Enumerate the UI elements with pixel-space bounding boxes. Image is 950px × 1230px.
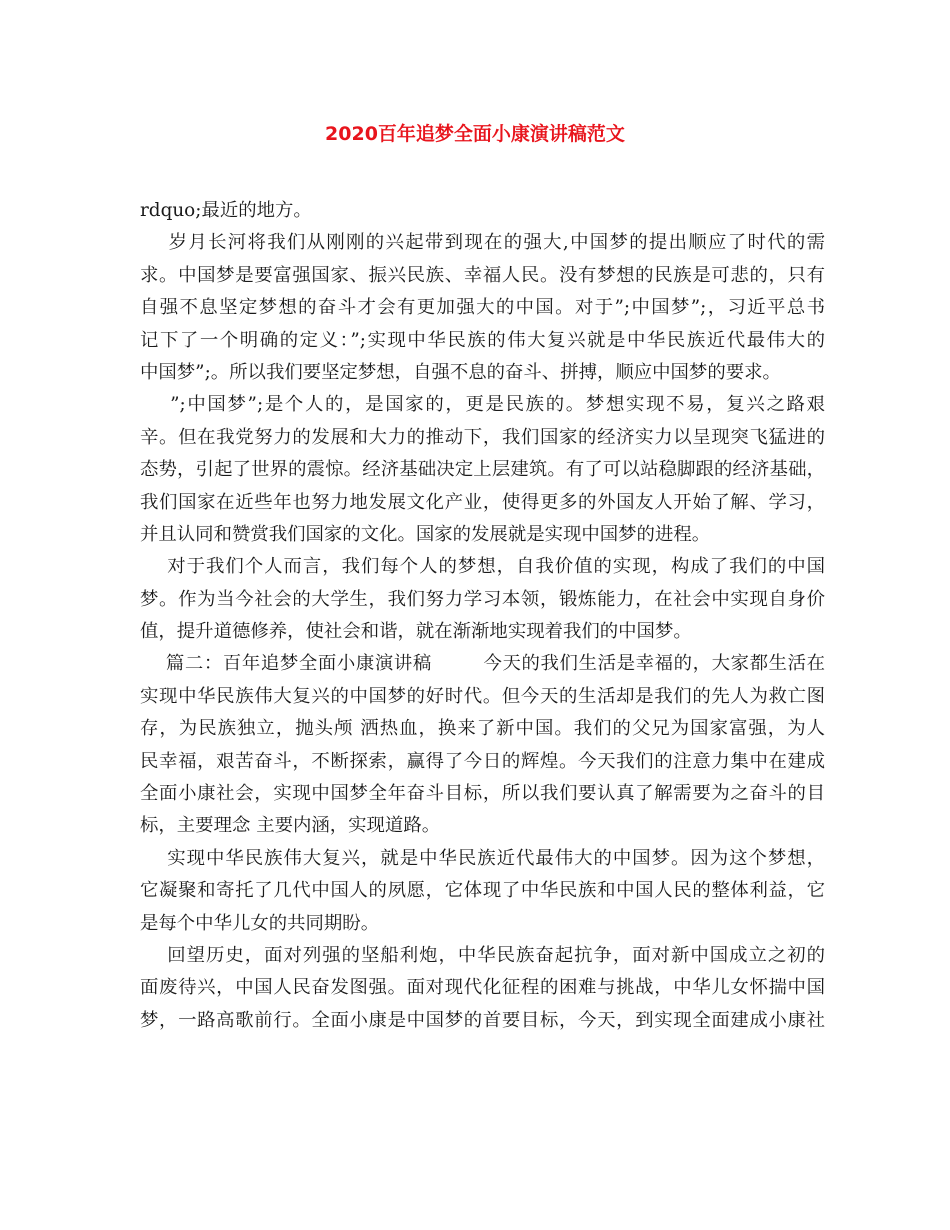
text-line: 标，主要理念 主要内涵，实现道路。	[140, 815, 441, 837]
text-line: 求。中国梦是要富强国家、振兴民族、幸福人民。没有梦想的民族是可悲的，只有	[140, 264, 825, 286]
text-line: 态势，引起了世界的震惊。经济基础决定上层建筑。有了可以站稳脚跟的经济基础，	[140, 459, 825, 481]
document-title: 2020百年追梦全面小康演讲稿范文	[325, 123, 625, 145]
text-line: 自强不息坚定梦想的奋斗才会有更加强大的中国。对于”;中国梦”;，习近平总书	[140, 297, 825, 319]
text-line: 全面小康社会，实现中国梦全年奋斗目标，所以我们要认真了解需要为之奋斗的目	[140, 783, 825, 805]
text-line: ”;中国梦”;是个人的，是国家的，更是民族的。梦想实现不易，复兴之路艰	[140, 394, 825, 416]
text-line: 存，为民族独立，抛头颅 洒热血，换来了新中国。我们的父兄为国家富强，为人	[140, 718, 825, 740]
text-line: 是每个中华儿女的共同期盼。	[140, 912, 380, 934]
text-line: 中国梦”;。所以我们要坚定梦想，自强不息的奋斗、拼搏，顺应中国梦的要求。	[140, 361, 781, 383]
text-line: 对于我们个人而言，我们每个人的梦想，自我价值的实现，构成了我们的中国	[140, 556, 825, 578]
text-line: 实现中华民族伟大复兴，就是中华民族近代最伟大的中国梦。因为这个梦想，	[140, 847, 825, 869]
text-line: 梦。作为当今社会的大学生，我们努力学习本领，锻炼能力，在社会中实现自身价	[140, 588, 825, 610]
text-line: 它凝聚和寄托了几代中国人的夙愿，它体现了中华民族和中国人民的整体利益，它	[140, 880, 825, 902]
text-line: 篇二：百年追梦全面小康演讲稿 今天的我们生活是幸福的，大家都生活在	[140, 653, 825, 675]
text-line: 回望历史，面对列强的坚船利炮，中华民族奋起抗争，面对新中国成立之初的	[140, 944, 825, 966]
text-line: 梦，一路高歌前行。全面小康是中国梦的首要目标，今天，到实现全面建成小康社	[140, 1009, 825, 1031]
text-line: rdquo;最近的地方。	[140, 200, 312, 221]
document-body	[140, 195, 825, 1037]
text-line: 记下了一个明确的定义：”;实现中华民族的伟大复兴就是中华民族近代最伟大的	[140, 329, 825, 351]
text-line: 实现中华民族伟大复兴的中国梦的好时代。但今天的生活却是我们的先人为救亡图	[140, 685, 825, 707]
text-line: 我们国家在近些年也努力地发展文化产业，使得更多的外国友人开始了解、学习，	[140, 491, 825, 513]
text-line: 面废待兴，中国人民奋发图强。面对现代化征程的困难与挑战，中华儿女怀揣中国	[140, 977, 825, 999]
text-line: 辛。但在我党努力的发展和大力的推动下，我们国家的经济实力以呈现突飞猛进的	[140, 426, 825, 448]
text-line: 并且认同和赞赏我们国家的文化。国家的发展就是实现中国梦的进程。	[140, 523, 711, 545]
text-line: 值，提升道德修养，使社会和谐，就在渐渐地实现着我们的中国梦。	[140, 621, 692, 643]
text-line: 岁月长河将我们从刚刚的兴起带到现在的强大,中国梦的提出顺应了时代的需	[140, 232, 825, 254]
text-line: 民幸福，艰苦奋斗，不断探索，赢得了今日的辉煌。今天我们的注意力集中在建成	[140, 750, 825, 772]
